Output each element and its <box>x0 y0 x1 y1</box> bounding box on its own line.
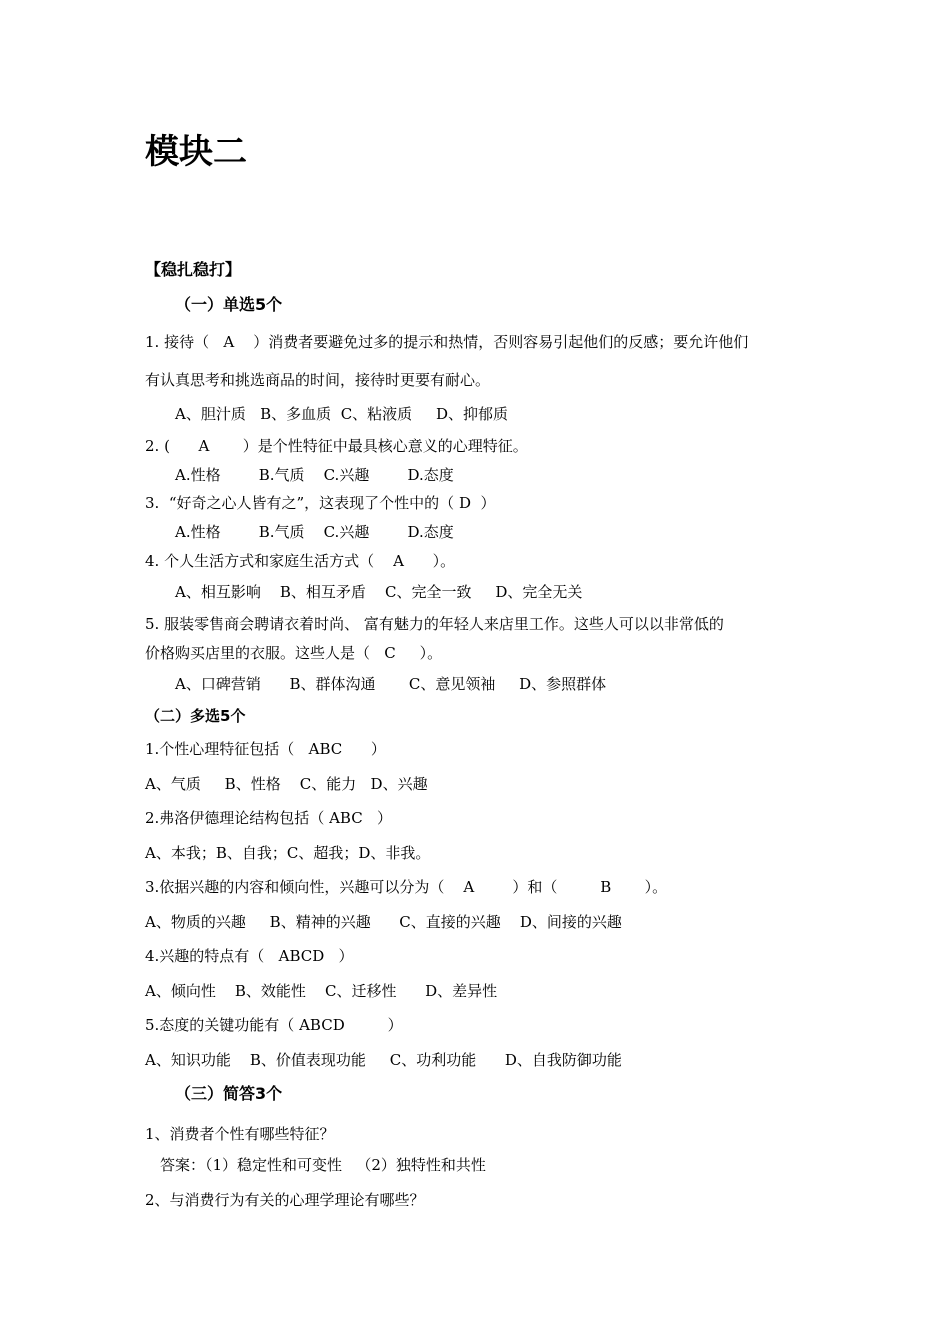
single-choice-heading: （一）单选5个 <box>175 295 283 314</box>
question-text: 4.兴趣的特点有（ ABCD ） <box>145 947 354 965</box>
short-answer-heading: （三）简答3个 <box>175 1084 283 1103</box>
question-options: A.性格 B.气质 C.兴趣 D.态度 <box>175 466 454 484</box>
question-options: A、相互影响 B、相互矛盾 C、完全一致 D、完全无关 <box>175 583 583 601</box>
question-options: A、胆汁质 B、多血质 C、粘液质 D、抑郁质 <box>175 405 509 423</box>
question-text: 5.态度的关键功能有（ ABCD ） <box>145 1016 403 1034</box>
question-text: 价格购买店里的衣服。这些人是（ C ）。 <box>145 644 443 662</box>
question-text: 3.依据兴趣的内容和倾向性，兴趣可以分为（ A ）和（ B ）。 <box>145 878 668 896</box>
document-title: 模块二 <box>145 132 247 172</box>
answer-text: 答案：（1）稳定性和可变性 （2）独特性和共性 <box>160 1156 486 1174</box>
question-text: 2. ( A ）是个性特征中最具核心意义的心理特征。 <box>145 437 528 455</box>
question-text: 1、消费者个性有哪些特征？ <box>145 1125 335 1143</box>
question-options: A、气质 B、性格 C、能力 D、兴趣 <box>145 775 428 793</box>
question-options: A、本我；B、自我；C、超我；D、非我。 <box>145 844 431 862</box>
question-text: 有认真思考和挑选商品的时间，接待时更要有耐心。 <box>145 371 491 389</box>
question-text: 2.弗洛伊德理论结构包括（ ABC ） <box>145 809 392 827</box>
question-text: 5. 服装零售商会聘请衣着时尚、 富有魅力的年轻人来店里工作。这些人可以以非常低的 <box>145 615 724 633</box>
question-options: A.性格 B.气质 C.兴趣 D.态度 <box>175 523 454 541</box>
question-text: 4. 个人生活方式和家庭生活方式（ A ）。 <box>145 552 456 570</box>
question-text: 3. “好奇之心人皆有之”，这表现了个性中的（ D ） <box>145 494 496 512</box>
multiple-choice-heading: （二）多选5个 <box>145 707 246 725</box>
question-options: A、知识功能 B、价值表现功能 C、功利功能 D、自我防御功能 <box>145 1051 622 1069</box>
question-text: 2、与消费行为有关的心理学理论有哪些？ <box>145 1191 425 1209</box>
question-text: 1. 接待（ A ）消费者要避免过多的提示和热情，否则容易引起他们的反感；要允许他们 <box>145 333 749 351</box>
question-text: 1.个性心理特征包括（ ABC ） <box>145 740 386 758</box>
section-header: 【稳扎稳打】 <box>145 260 242 279</box>
question-options: A、倾向性 B、效能性 C、迁移性 D、差异性 <box>145 982 498 1000</box>
question-options: A、口碑营销 B、群体沟通 C、意见领袖 D、参照群体 <box>175 675 607 693</box>
question-options: A、物质的兴趣 B、精神的兴趣 C、直接的兴趣 D、间接的兴趣 <box>145 913 622 931</box>
